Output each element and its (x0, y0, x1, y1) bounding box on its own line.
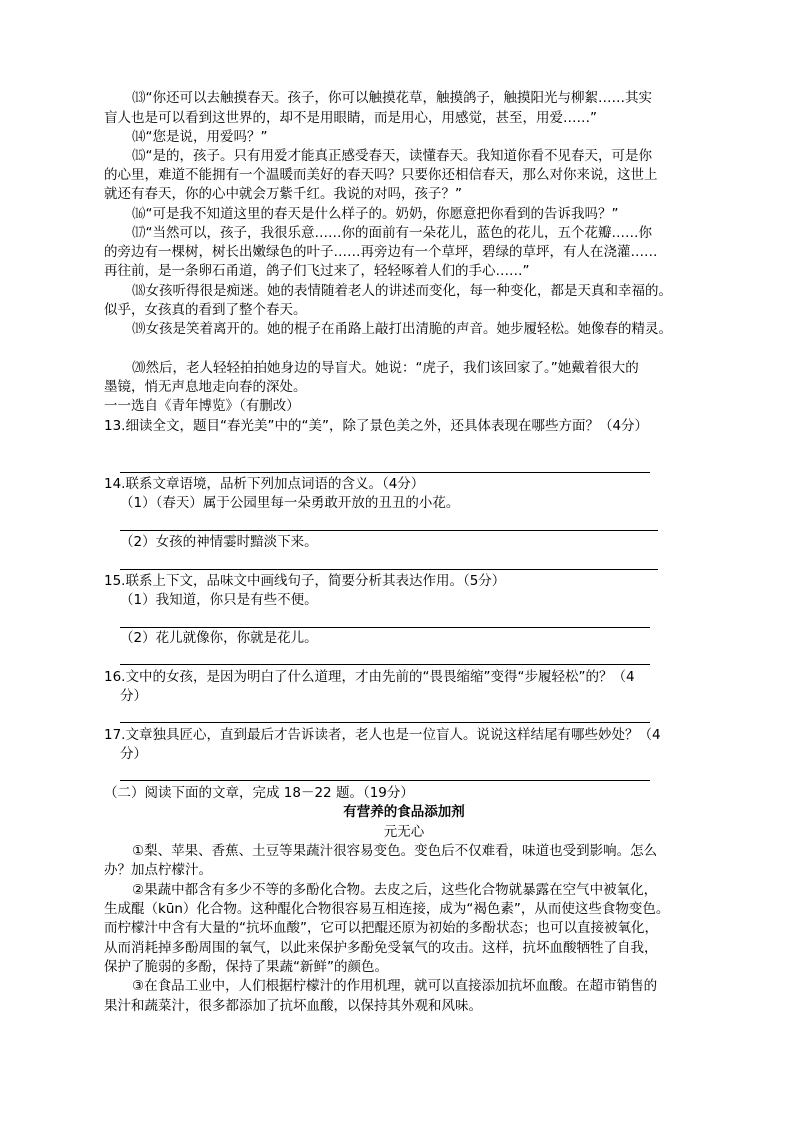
answer-line-15-2[interactable] (120, 664, 650, 665)
article-title: 有营养的食品添加剂 (343, 804, 465, 820)
story-paragraph-19: ⒆女孩是笑着离开的。她的棍子在甬路上敲打出清脆的声音。她步履轻松。她像春的精灵。 (132, 321, 672, 337)
question-15-item-2: （2）花儿就像你，你就是花儿。 (120, 630, 318, 646)
story-paragraph-18-line-1: ⒅女孩听得很是痴迷。她的表情随着老人的讲述而变化，每一种变化，都是天真和幸福的。 (132, 283, 672, 299)
story-source: 一一选自《青年博览》（有删改） (104, 398, 300, 414)
story-paragraph-17-line-3: 再往前，是一条卵石甬道，鸽子们飞过来了，轻轻啄着人们的手心……” (104, 263, 530, 279)
question-14-item-1: （1）（春天）属于公园里每一朵勇敢开放的丑丑的小花。 (120, 495, 460, 511)
story-paragraph-20-line-2: 墨镜，悄无声息地走向春的深处。 (104, 379, 307, 395)
story-paragraph-15-line-1: ⒂“是的，孩子。只有用爱才能真正感受春天，读懂春天。我知道你看不见春天，可是你 (132, 148, 652, 164)
question-17-line-2: 分） (120, 746, 147, 762)
article-paragraph-2-line-3: 而柠檬汁中含有大量的“抗坏血酸”，它可以把醌还原为初始的多酚状态；也可以直接被氧化， (104, 920, 658, 936)
story-paragraph-20-line-1: ⒇然后，老人轻轻拍拍她身边的导盲犬。她说：“虎子，我们该回家了。”她戴着很大的 (132, 360, 639, 376)
question-15: 15.联系上下文，品味文中画线句子，简要分析其表达作用。（5分） (104, 573, 506, 589)
question-16-line-1: 16.文中的女孩，是因为明白了什么道理，才由先前的“畏畏缩缩”变得“步履轻松”的？（4 (104, 669, 635, 685)
story-paragraph-15-line-2: 的心里，难道不能拥有一个温暖而美好的春天吗？只要你还相信春天，那么对你来说，这世上 (104, 167, 658, 183)
article-paragraph-2-line-5: 保护了脆弱的多酚，保持了果蔬“新鲜”的颜色。 (104, 959, 388, 975)
article-paragraph-1-line-1: ①梨、苹果、香蕉、土豆等果蔬汁很容易变色。变色后不仅难看，味道也受到影响。怎么 (132, 843, 658, 859)
article-paragraph-3-line-1: ③在食品工业中，人们根据柠檬汁的作用机理，就可以直接添加抗坏血酸。在超市销售的 (132, 978, 658, 994)
story-paragraph-18-line-2: 似乎，女孩真的看到了整个春天。 (104, 302, 307, 318)
answer-line-16[interactable] (120, 722, 650, 723)
answer-line-14-2[interactable] (120, 569, 658, 570)
article-author: 元无心 (383, 824, 425, 840)
article-paragraph-1-line-2: 办？加点柠檬汁。 (104, 862, 212, 878)
story-paragraph-17-line-1: ⒄“当然可以，孩子，我很乐意……你的面前有一朵花儿，蓝色的花儿，五个花瓣……你 (132, 225, 652, 241)
question-14: 14.联系文章语境，品析下列加点词语的含义。（4分） (104, 476, 425, 492)
story-paragraph-13-line-1: ⒀“你还可以去触摸春天。孩子，你可以触摸花草，触摸鸽子，触摸阳光与柳絮……其实 (132, 90, 652, 106)
article-paragraph-2-line-2: 生成醌（kūn）化合物。这种醌化合物很容易互相连接，成为“褐色素”，从而使这些食物变色。 (104, 901, 670, 917)
article-paragraph-2-line-1: ②果蔬中都含有多少不等的多酚化合物。去皮之后，这些化合物就暴露在空气中被氧化， (132, 882, 658, 898)
question-15-item-1: （1）我知道，你只是有些不便。 (120, 592, 318, 608)
question-13: 13.细读全文，题目“春光美”中的“美”，除了景色美之外，还具体表现在哪些方面？（4分） (104, 418, 649, 434)
story-paragraph-17-line-2: 的旁边有一棵树，树长出嫩绿色的叶子……再旁边有一个草坪，碧绿的草坪，有人在浇灌…… (104, 244, 658, 260)
story-paragraph-15-line-3: 就还有春天，你的心中就会万紫千红。我说的对吗，孩子？” (104, 186, 462, 202)
article-paragraph-2-line-4: 从而消耗掉多酚周围的氧气，以此来保护多酚免受氧气的攻击。这样，抗坏血酸牺牲了自我， (104, 940, 658, 956)
section-2-heading: （二）阅读下面的文章，完成 18－22 题。（19分） (104, 785, 414, 801)
story-paragraph-13-line-2: 盲人也是可以看到这世界的，却不是用眼睛，而是用心，用感觉，甚至，用爱……” (104, 110, 597, 126)
story-paragraph-14: ⒁“您是说，用爱吗？” (132, 129, 268, 145)
answer-line-17[interactable] (120, 780, 650, 781)
question-16-line-2: 分） (120, 688, 147, 704)
answer-line-14-1[interactable] (120, 530, 658, 531)
story-paragraph-16: ⒃“可是我不知道这里的春天是什么样子的。奶奶，你愿意把你看到的告诉我吗？” (132, 206, 619, 222)
answer-line-13[interactable] (120, 472, 650, 473)
question-17-line-1: 17.文章独具匠心，直到最后才告诉读者，老人也是一位盲人。说说这样结尾有哪些妙处？（4 (104, 727, 661, 743)
question-14-item-2: （2）女孩的神情霎时黯淡下来。 (120, 534, 318, 550)
article-paragraph-3-line-2: 果汁和蔬菜汁，很多都添加了抗坏血酸，以保持其外观和风味。 (104, 998, 482, 1014)
